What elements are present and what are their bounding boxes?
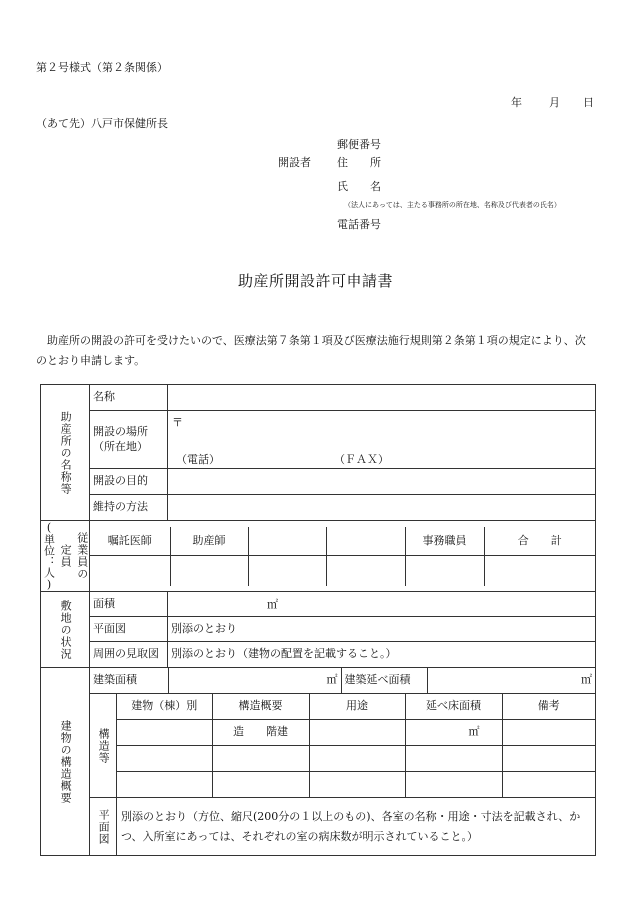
- struct-label: 構造等: [97, 727, 111, 764]
- method-label: 維持の方法: [90, 495, 168, 521]
- staff-clerk-field[interactable]: [405, 556, 484, 586]
- total-area-unit: ㎡: [581, 673, 592, 687]
- staff-col-total: 合 計: [484, 527, 595, 556]
- struct-row2-building[interactable]: [117, 745, 212, 771]
- sec1-heading-cell: [41, 385, 90, 521]
- surround-value: 別添のとおり（建物の配置を記載すること。）: [168, 642, 596, 668]
- struct-grid-cell: [117, 694, 596, 798]
- page-title: 助産所開設許可申請書: [238, 272, 394, 290]
- applicant-label: 開設者: [278, 156, 311, 169]
- floor-plan-label-cell: [90, 798, 117, 856]
- building-area-field[interactable]: [168, 668, 341, 693]
- staff-col-blank-2: [326, 527, 405, 556]
- struct-row1-remarks[interactable]: [502, 719, 595, 745]
- building-area-grid: [90, 668, 595, 693]
- staff-grid-cell: [90, 521, 596, 592]
- building-area-unit: ㎡: [326, 673, 338, 687]
- sec3-heading-cell: [41, 592, 90, 668]
- place-label-cell: [90, 411, 168, 469]
- struct-row3-structure[interactable]: [212, 771, 309, 797]
- struct-col-remarks: 備考: [502, 694, 595, 719]
- form-number: 第２号様式（第２条関係）: [36, 61, 168, 74]
- purpose-field[interactable]: [168, 469, 596, 495]
- date-year-label: 年: [511, 96, 522, 109]
- struct-row1-structure[interactable]: 造 階建: [212, 719, 309, 745]
- staff-blank-2-field[interactable]: [326, 556, 405, 586]
- corporate-note: （法人にあっては、主たる事務所の所在地、名称及び代表者の氏名）: [344, 201, 561, 209]
- name-field[interactable]: [168, 385, 596, 411]
- phone-label: 電話番号: [337, 218, 381, 231]
- sec2-heading-a: 従業員の: [75, 532, 89, 580]
- staff-col-midwife: 助産師: [170, 527, 248, 556]
- building-area-label: 建築面積: [90, 668, 168, 693]
- sec4-heading-cell: [41, 668, 90, 856]
- place-field[interactable]: [168, 411, 596, 469]
- tel-label: （電話）: [176, 453, 220, 466]
- address-label: 住 所: [337, 156, 381, 169]
- struct-col-structure: 構造概要: [212, 694, 309, 719]
- addressee: （あて先）八戸市保健所長: [36, 117, 168, 130]
- struct-grid: [117, 694, 595, 797]
- total-area-label: 建築延べ面積: [341, 668, 427, 693]
- floor-plan-text: 別添のとおり（方位、縮尺(200分の１以上のもの)、各室の名称・用途・寸法を記載され、かつ、入所室にあっては、それぞれの室の病床数が明示されていること。）: [117, 798, 596, 856]
- sec2-heading-c: (単位：人): [42, 521, 56, 591]
- sec2-heading-cell: [41, 521, 90, 592]
- struct-row3-floor-area[interactable]: [405, 771, 502, 797]
- sec2-heading-b: 定員: [59, 544, 73, 568]
- struct-row3-remarks[interactable]: [502, 771, 595, 797]
- building-area-cell: [90, 668, 596, 694]
- site-plan-label: 平面図: [90, 617, 168, 642]
- staff-midwife-field[interactable]: [170, 556, 248, 586]
- application-table: [40, 384, 596, 856]
- postal-label: 郵便番号: [337, 138, 381, 151]
- site-plan-value: 別添のとおり: [168, 617, 596, 642]
- site-area-label: 面積: [90, 592, 168, 617]
- struct-row1-use[interactable]: [309, 719, 405, 745]
- purpose-label: 開設の目的: [90, 469, 168, 495]
- date-month-label: 月: [549, 96, 560, 109]
- struct-row3-building[interactable]: [117, 771, 212, 797]
- place-label: 開設の場所（所在地）: [93, 425, 148, 453]
- struct-col-building: 建物（棟）別: [117, 694, 212, 719]
- struct-row2-use[interactable]: [309, 745, 405, 771]
- fax-label: （ＦＡＸ）: [334, 453, 389, 466]
- surround-label: 周囲の見取図: [90, 642, 168, 668]
- staff-total-field[interactable]: [484, 556, 595, 586]
- intro-paragraph: 助産所の開設の許可を受けたいので、医療法第７条第１項及び医療法施行規則第２条第１項の規定により、次のとおり申請します。: [36, 334, 586, 367]
- name-label-cell: 名称: [90, 385, 168, 411]
- date-day-label: 日: [583, 96, 594, 109]
- sec3-heading: 敷地の状況: [59, 599, 73, 660]
- staff-col-blank-1: [248, 527, 326, 556]
- struct-row1-building[interactable]: [117, 719, 212, 745]
- struct-row3-use[interactable]: [309, 771, 405, 797]
- staff-col-doctor: 嘱託医師: [90, 527, 170, 556]
- name-label: 氏 名: [337, 180, 381, 193]
- struct-row1-unit: ㎡: [468, 724, 480, 738]
- staff-doctor-field[interactable]: [90, 556, 170, 586]
- struct-row1-floor-area[interactable]: [405, 719, 502, 745]
- total-area-field[interactable]: [427, 668, 595, 693]
- staff-col-clerk: 事務職員: [405, 527, 484, 556]
- struct-label-cell: [90, 694, 117, 798]
- struct-col-use: 用途: [309, 694, 405, 719]
- sec4-heading: 建物の構造概要: [59, 719, 73, 804]
- sec1-heading: 助産所の名称等: [59, 410, 73, 495]
- site-area-field[interactable]: [168, 592, 596, 617]
- struct-row2-structure[interactable]: [212, 745, 309, 771]
- method-field[interactable]: [168, 495, 596, 521]
- site-area-unit: ㎡: [267, 598, 278, 611]
- postal-mark: 〒: [172, 416, 183, 429]
- floor-plan-label: 平面図: [97, 808, 111, 845]
- struct-row2-remarks[interactable]: [502, 745, 595, 771]
- staff-blank-1-field[interactable]: [248, 556, 326, 586]
- struct-col-floor-area: 延べ床面積: [405, 694, 502, 719]
- staff-grid: [90, 527, 595, 586]
- struct-row2-floor-area[interactable]: [405, 745, 502, 771]
